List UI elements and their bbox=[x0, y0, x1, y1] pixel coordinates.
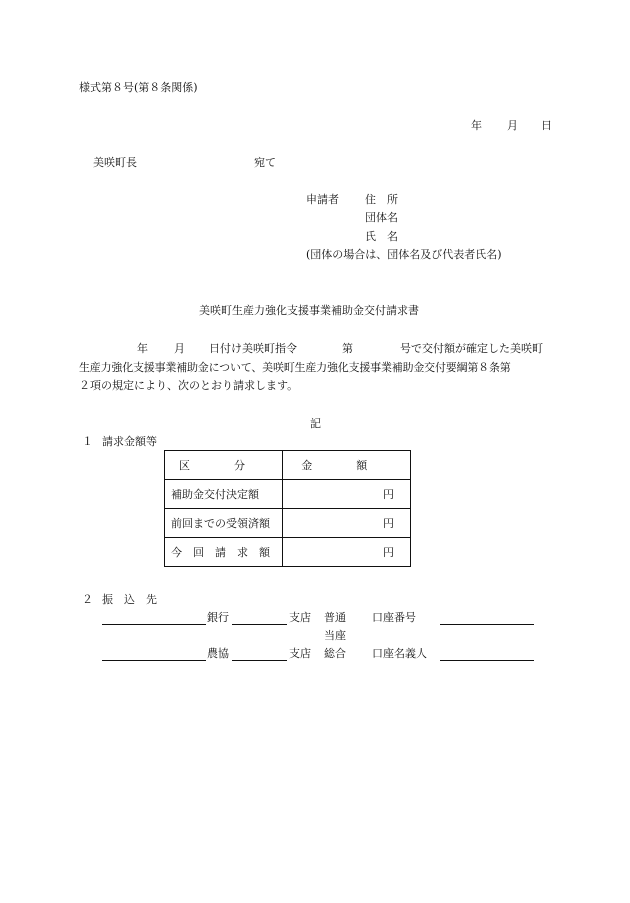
account-name-label: 口座名義人 bbox=[372, 647, 427, 660]
table-row bbox=[165, 509, 411, 538]
body-date-ref: 日付け美咲町指令 bbox=[209, 342, 297, 355]
row-unit: 円 bbox=[283, 538, 411, 567]
document-title: 美咲町生産力強化支援事業補助金交付請求書 bbox=[199, 304, 419, 317]
applicant-label: 申請者 bbox=[306, 193, 339, 206]
table-row bbox=[165, 538, 411, 567]
row-label: 今 回 請 求 額 bbox=[165, 538, 283, 567]
account-number-line bbox=[440, 624, 534, 625]
bank-branch-label: 支店 bbox=[289, 611, 311, 624]
amount-table bbox=[164, 450, 411, 567]
addressee-name: 美咲町長 bbox=[93, 156, 137, 169]
section1-number: １ bbox=[82, 435, 93, 448]
nokyo-name-line bbox=[102, 660, 206, 661]
header-category: 区 分 bbox=[165, 451, 283, 480]
date-day: 日 bbox=[541, 119, 552, 132]
section2-title: 振 込 先 bbox=[102, 593, 157, 606]
nokyo-branch-line bbox=[232, 660, 287, 661]
account-type-sougou: 総合 bbox=[324, 647, 346, 660]
bank-name-line bbox=[102, 624, 206, 625]
applicant-address-label: 住 所 bbox=[365, 193, 398, 206]
section2-number: ２ bbox=[82, 593, 93, 606]
form-number: 様式第８号(第８条関係) bbox=[79, 81, 198, 94]
date-year: 年 bbox=[471, 119, 482, 132]
nokyo-branch-label: 支店 bbox=[289, 647, 311, 660]
body-line-3: ２項の規定により、次のとおり請求します。 bbox=[79, 379, 299, 392]
row-unit: 円 bbox=[283, 509, 411, 538]
body-rest: 号で交付額が確定した美咲町 bbox=[400, 342, 543, 355]
body-month: 月 bbox=[174, 342, 185, 355]
body-dai: 第 bbox=[342, 342, 353, 355]
date-month: 月 bbox=[507, 119, 518, 132]
addressee-honorific: 宛て bbox=[254, 156, 276, 169]
bank-branch-line bbox=[232, 624, 287, 625]
row-label: 補助金交付決定額 bbox=[165, 480, 283, 509]
applicant-note: (団体の場合は、団体名及び代表者氏名) bbox=[306, 248, 502, 261]
account-number-label: 口座番号 bbox=[372, 611, 416, 624]
header-amount: 金 額 bbox=[283, 451, 411, 480]
applicant-org-label: 団体名 bbox=[365, 211, 398, 224]
row-label: 前回までの受領済額 bbox=[165, 509, 283, 538]
section1-title: 請求金額等 bbox=[102, 435, 157, 448]
account-type-futsuu: 普通 bbox=[324, 611, 346, 624]
account-type-touza: 当座 bbox=[324, 629, 346, 642]
applicant-name-label: 氏 名 bbox=[365, 230, 398, 243]
nokyo-label: 農協 bbox=[207, 647, 229, 660]
bank-label: 銀行 bbox=[207, 611, 229, 624]
table-row bbox=[165, 480, 411, 509]
account-name-line bbox=[440, 660, 534, 661]
body-line-2: 生産力強化支援事業補助金について、美咲町生産力強化支援事業補助金交付要綱第８条第 bbox=[79, 361, 511, 374]
body-year: 年 bbox=[137, 342, 148, 355]
ki-heading: 記 bbox=[310, 417, 321, 430]
row-unit: 円 bbox=[283, 480, 411, 509]
table-header-row bbox=[165, 451, 411, 480]
